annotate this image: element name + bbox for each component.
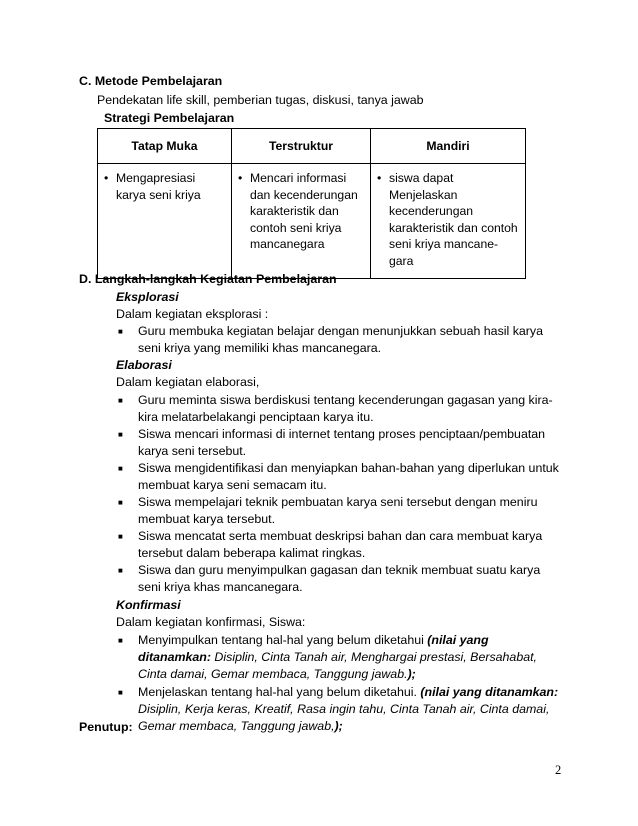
square-bullet-icon: ■ [118, 430, 123, 439]
square-bullet-icon: ■ [118, 498, 123, 507]
konfirmasi-title: Konfirmasi [116, 598, 181, 612]
eksplorasi-title: Eksplorasi [116, 290, 179, 304]
bullet-dot-icon: • [104, 171, 109, 185]
table-header-terstruktur: Terstruktur [232, 129, 371, 164]
table-cell-mandiri [371, 164, 526, 279]
cell-line: contoh seni kriya [250, 220, 342, 235]
cell-line: dan kecenderungan [250, 187, 358, 202]
list-item: ■ Siswa mencatat serta membuat deskripsi bahan dan cara membuat karya tersebut dalam beberapa kalimat ringkas. [118, 529, 543, 560]
cell-line: seni kriya mancane- [389, 237, 499, 251]
section-c-heading: C. Metode Pembelajaran [79, 74, 223, 88]
konfirmasi-intro: Dalam kegiatan konfirmasi, Siswa: [116, 615, 306, 629]
approach-text: Pendekatan life skill, pemberian tugas, diskusi, tanya jawab [97, 93, 424, 107]
cell-line: Menjelaskan [389, 187, 458, 202]
list-item: ■ Siswa mencari informasi di internet tentang proses penciptaan/pembuatan karya seni tersebut. [118, 427, 546, 458]
square-bullet-icon: ■ [118, 636, 123, 645]
cell-line: gara [389, 253, 414, 268]
cell-line: karakteristik dan [250, 204, 339, 218]
list-item: ■ Siswa dan guru menyimpulkan gagasan dan teknik membuat suatu karya seni kriya khas mancanegara. [118, 563, 541, 594]
square-bullet-icon: ■ [118, 327, 123, 336]
square-bullet-icon: ■ [118, 396, 123, 405]
eksplorasi-intro: Dalam kegiatan eksplorasi : [116, 307, 269, 321]
section-d-heading: D. Langkah-langkah Kegiatan Pembelajaran [79, 272, 337, 286]
strategy-title: Strategi Pembelajaran [104, 111, 235, 125]
cell-line: mancanegara [250, 237, 325, 251]
elaborasi-intro: Dalam kegiatan elaborasi, [116, 375, 260, 389]
square-bullet-icon: ■ [118, 464, 123, 473]
square-bullet-icon: ■ [118, 566, 123, 575]
list-item: ■ Menjelaskan tentang hal-hal yang belum diketahui. (nilai yang ditanamkan: Disiplin, Kerja keras, Kreatif, Rasa ingin tahu, Cinta Tanah air, Cinta damai, Gemar membaca, Tanggung jawab,); [118, 685, 559, 733]
list-item: ■ Siswa mempelajari teknik pembuatan karya seni tersebut dengan meniru membuat karya tersebut. [118, 495, 538, 526]
table-header-mandiri: Mandiri [371, 129, 526, 164]
square-bullet-icon: ■ [118, 688, 123, 697]
cell-line: karakteristik dan contoh [389, 220, 518, 235]
list-item: ■ Guru meminta siswa berdiskusi tentang kecenderungan gagasan yang kira- kira melatarbelakangi penciptaan karya itu. [118, 393, 553, 424]
list-item: ■ Guru membuka kegiatan belajar dengan menunjukkan sebuah hasil karya seni kriya yang memiliki khas mancanegara. [118, 324, 544, 355]
list-item: ■ Menyimpulkan tentang hal-hal yang belum diketahui (nilai yang ditanamkan: Disiplin, Cinta Tanah air, Menghargai prestasi, Bersahabat, Cinta damai, Gemar membaca, Tanggung jawab.); [118, 633, 537, 681]
cell-line: Mengapresiasi [116, 171, 196, 185]
penutup-heading: Penutup: [79, 720, 133, 734]
cell-line: Mencari informasi [250, 171, 347, 185]
cell-line: karya seni kriya [116, 187, 201, 202]
bullet-dot-icon: • [377, 171, 382, 185]
bullet-dot-icon: • [238, 171, 243, 185]
list-item: ■ Siswa mengidentifikasi dan menyiapkan bahan-bahan yang diperlukan untuk membuat karya seni semacam itu. [118, 461, 559, 492]
table-header-tatap-muka: Tatap Muka [98, 129, 232, 164]
square-bullet-icon: ■ [118, 532, 123, 541]
page-number: 2 [555, 763, 562, 777]
cell-line: kecenderungan [389, 204, 474, 218]
elaborasi-title: Elaborasi [116, 358, 172, 372]
strategy-table [97, 128, 526, 279]
table-cell-tatap-muka [98, 164, 232, 279]
table-cell-terstruktur [232, 164, 371, 279]
cell-line: siswa dapat [389, 171, 454, 185]
